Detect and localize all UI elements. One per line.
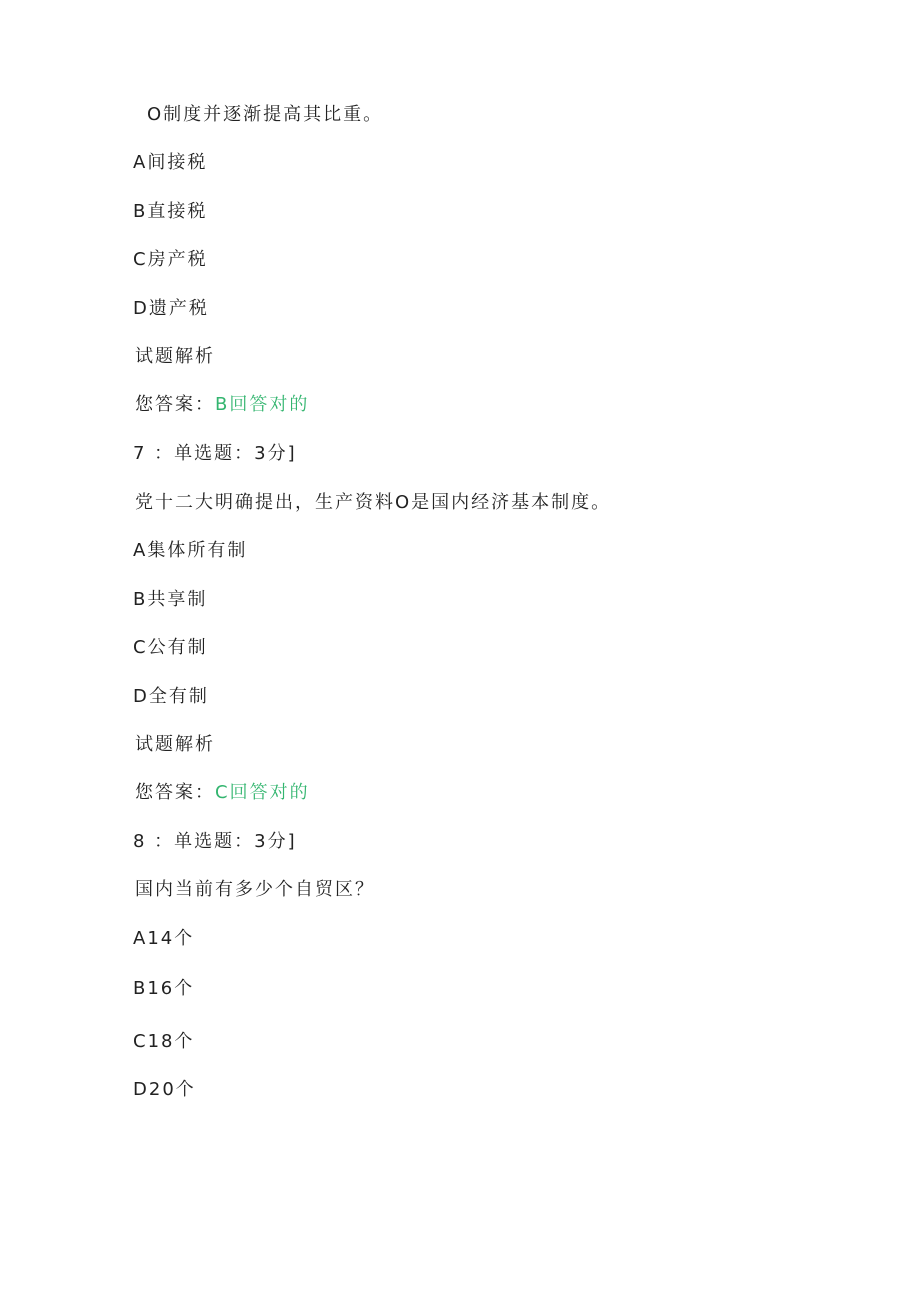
q6-option-c: C房产税 [133,249,208,270]
q6-option-a: A间接税 [133,152,208,173]
q7-option-d: D全有制 [133,686,209,707]
q7-answer-label: 您答案： [135,782,215,803]
q6-answer-value: B回答对的 [215,394,310,415]
q8-header: 8 ：单选题：3分] [133,831,297,852]
q6-stem: O制度并逐渐提高其比重。 [147,104,384,125]
q6-option-d: D遗产税 [133,298,209,319]
q7-option-c: C公有制 [133,637,208,658]
q6-option-b: B直接税 [133,201,208,222]
q7-answer-value: C回答对的 [215,782,310,803]
q8-stem: 国内当前有多少个自贸区？ [135,879,375,900]
q8-option-d: D20个 [133,1079,196,1100]
q7-header: 7 ：单选题：3分] [133,443,297,464]
q7-stem: 党十二大明确提出，生产资料O是国内经济基本制度。 [135,492,612,513]
q6-answer-label: 您答案： [135,394,215,415]
q8-option-a: A14个 [133,928,195,949]
q7-answer-row [135,783,310,803]
q7-option-b: B共享制 [133,589,208,610]
q7-option-a: A集体所有制 [133,540,248,561]
q8-option-b: B16个 [133,978,195,999]
q8-option-c: C18个 [133,1031,195,1052]
q6-answer-row [135,395,309,415]
q7-analysis-label: 试题解析 [135,734,215,755]
q6-analysis-label: 试题解析 [135,346,215,367]
